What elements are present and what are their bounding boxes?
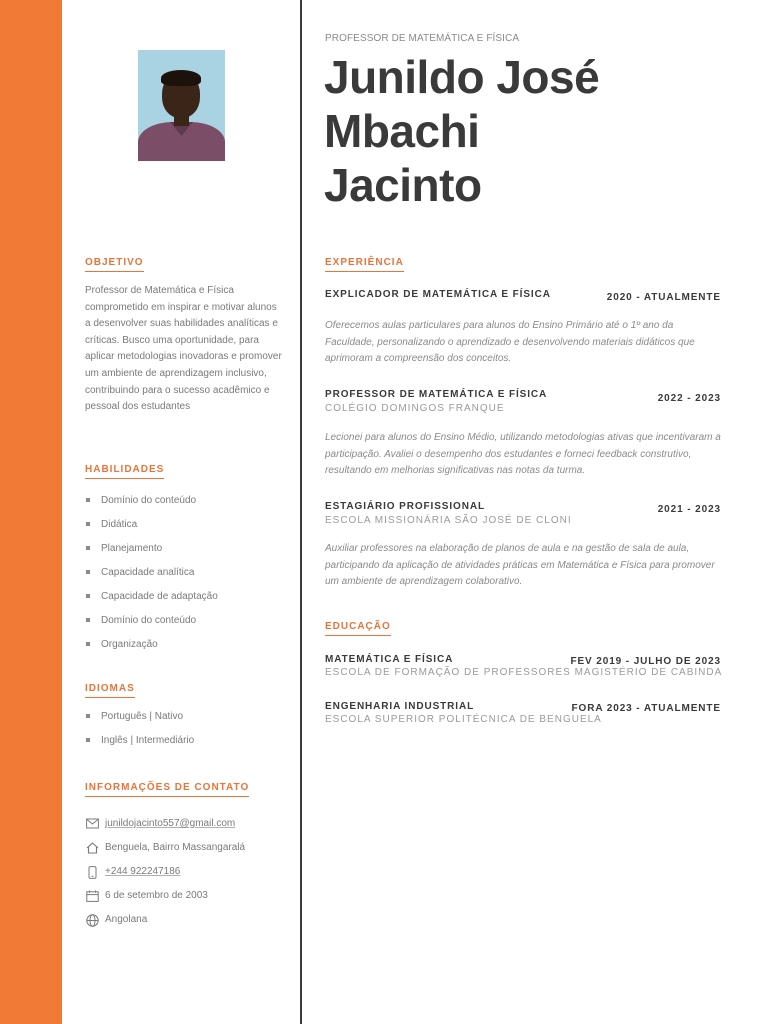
job-organization: COLÉGIO DOMINGOS FRANQUE: [325, 403, 505, 414]
education-heading: EDUCAÇÃO: [325, 621, 391, 636]
job-description: Oferecemos aulas particulares para alunos do Ensino Primário até o 1º ano da Faculdade, personalizando o aprendizado e desenvolvendo materiais didáticos que aprimoram a compreensão dos conceitos.: [325, 320, 695, 365]
name-line: Jacinto: [324, 159, 482, 211]
objective-heading: OBJETIVO: [85, 257, 144, 272]
calendar-icon: [86, 890, 105, 903]
job-description: Auxiliar professores na elaboração de planos de aula e na gestão de sala de aula, participando da aplicação de atividades práticas em Matemática e Física para promover um ambiente de aprendizagem colaborativo.: [325, 543, 715, 588]
languages-list: [86, 711, 194, 759]
profile-photo: [138, 50, 225, 161]
contact-phone[interactable]: [86, 866, 245, 890]
skill-item: Capacidade de adaptação: [86, 591, 218, 615]
skill-item: Didática: [86, 519, 218, 543]
job-date: 2021 - 2023: [657, 504, 721, 515]
profession-label: PROFESSOR DE MATEMÁTICA E FÍSICA: [325, 33, 520, 44]
bullet-icon: [86, 738, 90, 742]
education-school: ESCOLA SUPERIOR POLITÉCNICA DE BENGUELA: [325, 714, 602, 725]
objective-text: Professor de Matemática e Física comprometido em inspirar e motivar alunos a desenvolver suas habilidades analíticas e críticas. Busco uma oportunidade, para aplicar metodologias inovadoras e promover um ambiente de aprendizagem inclusivo, contribuindo para o sucesso acadêmico e pessoal dos estudantes: [85, 285, 282, 413]
job-date: 2022 - 2023: [657, 393, 721, 404]
nationality-text: Angolana: [105, 914, 148, 925]
home-icon: [86, 842, 105, 855]
bullet-icon: [86, 522, 90, 526]
name-line: Junildo José: [324, 51, 600, 103]
contact-email[interactable]: [86, 818, 245, 842]
bullet-icon: [86, 546, 90, 550]
contact-nationality: [86, 914, 245, 938]
name-line: Mbachi: [324, 105, 480, 157]
column-divider: [300, 0, 302, 1024]
skill-item: Organização: [86, 639, 218, 663]
education-school: ESCOLA DE FORMAÇÃO DE PROFESSORES MAGISTÉRIO DE CABINDA: [325, 667, 723, 678]
envelope-icon: [86, 818, 105, 831]
education-date: FEV 2019 - JULHO DE 2023: [570, 656, 721, 667]
job-date: 2020 - ATUALMENTE: [606, 292, 721, 303]
skills-list: [86, 495, 218, 663]
job-title: PROFESSOR DE MATEMÁTICA E FÍSICA: [325, 389, 548, 400]
skill-item: Domínio do conteúdo: [86, 615, 218, 639]
address-text: Benguela, Bairro Massangaralá: [105, 842, 246, 853]
person-name: [324, 50, 599, 212]
language-item: Português | Nativo: [86, 711, 194, 735]
phone-link[interactable]: +244 922247186: [105, 866, 181, 877]
skills-heading: HABILIDADES: [85, 464, 164, 479]
globe-icon: [86, 914, 105, 927]
contact-list: [86, 818, 245, 938]
bullet-icon: [86, 594, 90, 598]
email-link[interactable]: junildojacinto557@gmail.com: [105, 818, 236, 829]
language-item: Inglês | Intermediário: [86, 735, 194, 759]
experience-heading: EXPERIÊNCIA: [325, 257, 404, 272]
bullet-icon: [86, 570, 90, 574]
job-description: Lecionei para alunos do Ensino Médio, utilizando metodologias ativas que incentivaram a participação. Avaliei o desempenho dos estudantes e forneci feedback construtivo, resultando em melhorias significativas nas notas da turma.: [325, 432, 721, 477]
bullet-icon: [86, 714, 90, 718]
orange-side-bar: [0, 0, 62, 1024]
contact-address: [86, 842, 245, 866]
education-title: ENGENHARIA INDUSTRIAL: [325, 701, 475, 712]
skill-item: Domínio do conteúdo: [86, 495, 218, 519]
contact-heading: INFORMAÇÕES DE CONTATO: [85, 782, 249, 797]
job-title: EXPLICADOR DE MATEMÁTICA E FÍSICA: [325, 289, 551, 300]
birthdate-text: 6 de setembro de 2003: [105, 890, 208, 901]
phone-icon: [86, 866, 105, 879]
languages-heading: IDIOMAS: [85, 683, 135, 698]
skill-item: Planejamento: [86, 543, 218, 567]
job-title: ESTAGIÁRIO PROFISSIONAL: [325, 501, 485, 512]
education-date: FORA 2023 - ATUALMENTE: [571, 703, 721, 714]
education-title: MATEMÁTICA E FÍSICA: [325, 654, 454, 665]
contact-birthdate: [86, 890, 245, 914]
bullet-icon: [86, 498, 90, 502]
job-organization: ESCOLA MISSIONÁRIA SÃO JOSÉ DE CLONI: [325, 515, 572, 526]
skill-item: Capacidade analítica: [86, 567, 218, 591]
bullet-icon: [86, 618, 90, 622]
bullet-icon: [86, 642, 90, 646]
photo-hair: [161, 70, 201, 86]
